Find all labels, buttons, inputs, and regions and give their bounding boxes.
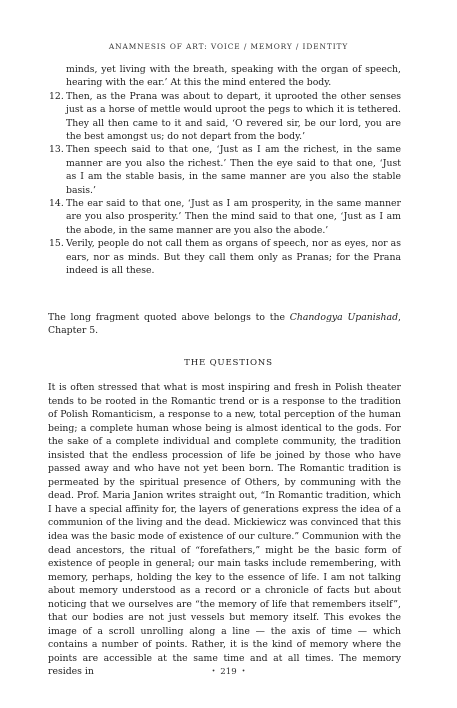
section-heading: THE QUESTIONS	[184, 358, 273, 368]
source-title: Chandogya Upanishad	[289, 312, 399, 323]
list-item-number: 15.	[49, 238, 64, 250]
running-head: ANAMNESIS OF ART: VOICE / MEMORY / IDENTITY	[108, 42, 349, 51]
source-note-before: The long fragment quoted above belongs to the	[48, 312, 290, 323]
list-item-number: 13.	[49, 144, 64, 156]
list-item-number: 14.	[49, 198, 64, 210]
page-number	[0, 667, 457, 677]
bullet-ornament-left-icon: •	[211, 668, 216, 675]
quote-continuation-text: minds, yet living with the breath, speaking with the organ of speech, hearing with the ear.’ At this the mind entered the body.	[66, 64, 401, 89]
list-item-text: Then speech said to that one, ‘Just as I am the richest, in the same manner are you also the richest.’ Then the eye said to that one, ‘Just as I am the stable basis, in the same manner are you also the stable basis.’	[66, 144, 401, 196]
list-item-text: The ear said to that one, ‘Just as I am prosperity, in the same manner are you also prosperity.’ Then the mind said to that one, ‘Just as I am the abode, in the same manner are you also the abode.’	[66, 198, 401, 236]
bullet-ornament-right-icon: •	[241, 668, 246, 675]
quoted-fragment	[49, 63, 401, 278]
list-item-number: 12.	[49, 90, 64, 102]
source-note	[48, 311, 401, 338]
list-item	[49, 90, 401, 144]
body-paragraph: It is often stressed that what is most inspiring and fresh in Polish theater tends to be rooted in the Romantic trend or is a response to the tradition of Polish Romanticism, a response to a new, total perception of the human being; a complete human whose being is almost identical to the gods. For the sake of a complete individual and complete community, the tradition insisted that the endless procession of life be joined by those who have passed away and who have not yet been born. The Romantic tradition is permeated by the spiritual presence of Others, by communing with the dead. Prof. Maria Janion writes straight out, “In Romantic tradition, which I have a special affinity for, the layers of generations express the idea of a communion of the living and the dead. Mickiewicz was convinced that this idea was the basic mode of existence of our culture.” Communion with the dead ancestors, the ritual of “forefathers,” might be the basic form of existence of people in general; our main tasks include remembering, with memory, perhaps, holding the key to the essence of life. I am not talking about memory understood as a record or a chronicle of facts but about noticing that we ourselves are “the memory of life that remembers itself”, that our bodies are not just vessels but memory itself. This evokes the image of a scroll unrolling along a line — the axis of time — which contains a number of points. Rather, it is the kind of memory where the points are accessible at the same time and at all times. The memory resides in	[48, 382, 401, 678]
page-number-text: 219	[220, 667, 237, 677]
quote-continuation	[66, 63, 401, 90]
source-note-after: , Chapter 5.	[48, 312, 401, 337]
list-item	[49, 237, 401, 277]
list-item-text: Then, as the Prana was about to depart, it uprooted the other senses just as a horse of mettle would uproot the pegs to which it is tethered. They all then came to it and said, ‘O revered sir, be our lord, you are the best amongst us; do not depart from the body.’	[66, 90, 401, 143]
list-item-text: Verily, people do not call them as organs of speech, nor as eyes, nor as ears, nor as minds. But they call them only as Pranas; for the Prana indeed is all these.	[66, 238, 401, 277]
list-item	[49, 197, 401, 237]
list-item	[49, 143, 401, 197]
